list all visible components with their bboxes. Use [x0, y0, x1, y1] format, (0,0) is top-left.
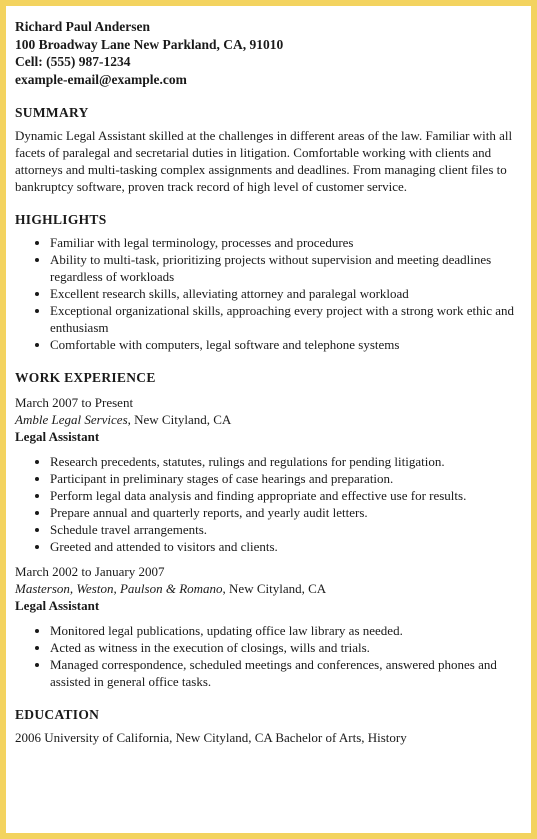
duties-list [15, 453, 523, 555]
highlight-item: • Excellent research skills, alleviating attorney and paralegal workload [50, 285, 523, 302]
highlight-item: • Exceptional organizational skills, approaching every project with a strong work ethic and enthusiasm [50, 302, 523, 336]
duty-item: • Greeted and attended to visitors and clients. [50, 538, 523, 555]
duty-item: • Perform legal data analysis and finding appropriate and effective use for results. [50, 487, 523, 504]
education-heading: EDUCATION [15, 707, 100, 722]
job-entry [15, 563, 523, 690]
cell-phone: Cell: (555) 987-1234 [15, 54, 131, 69]
job-company-line [15, 580, 523, 597]
company-name: Amble Legal Services [15, 412, 128, 427]
duty-item: • Schedule travel arrangements. [50, 521, 523, 538]
job-dates: March 2002 to January 2007 [15, 564, 165, 579]
job-dates: March 2007 to Present [15, 395, 134, 410]
duties-list [15, 622, 523, 690]
job-entry [15, 394, 523, 555]
contact-block [15, 18, 523, 88]
highlight-item: • Comfortable with computers, legal software and telephone systems [50, 336, 523, 353]
duty-item: • Monitored legal publications, updating office law library as needed. [50, 622, 523, 639]
company-location: , New Cityland, CA [222, 581, 327, 596]
highlight-item: • Ability to multi-task, prioritizing projects without supervision and meeting deadlines regardless of workloads [50, 251, 523, 285]
duty-item: • Prepare annual and quarterly reports, and yearly audit letters. [50, 504, 523, 521]
work-experience-heading: WORK EXPERIENCE [15, 370, 156, 385]
summary-heading: SUMMARY [15, 105, 89, 120]
highlights-list [15, 234, 523, 353]
education-entry: 2006 University of California, New Cityland, CA Bachelor of Arts, History [15, 730, 407, 745]
address: 100 Broadway Lane New Parkland, CA, 91010 [15, 36, 284, 52]
highlight-item: • Familiar with legal terminology, processes and procedures [50, 234, 523, 251]
job-company-line [15, 411, 523, 428]
candidate-name: Richard Paul Andersen [15, 19, 151, 34]
duty-item: • Research precedents, statutes, rulings and regulations for pending litigation. [50, 453, 523, 470]
resume-page [6, 6, 531, 833]
job-title: Legal Assistant [15, 598, 100, 613]
duty-item: • Acted as witness in the execution of closings, wills and trials. [50, 639, 523, 656]
summary-text: Dynamic Legal Assistant skilled at the challenges in different areas of the law. Familiar with all facets of paralegal and secretarial duties in litigation. Comfortable working with clients and attorneys and multi-tasking complex assignments and deadlines. From managing client files to bankruptcy software, proven track record of high level of customer service. [15, 128, 513, 194]
duty-item: • Managed correspondence, scheduled meetings and conferences, answered phones and assisted in general office tasks. [50, 656, 523, 690]
job-title: Legal Assistant [15, 429, 100, 444]
email: example-email@example.com [15, 71, 187, 87]
highlights-heading: HIGHLIGHTS [15, 212, 107, 227]
duty-item: • Participant in preliminary stages of case hearings and preparation. [50, 470, 523, 487]
company-name: Masterson, Weston, Paulson & Romano [15, 581, 223, 596]
company-location: , New Cityland, CA [127, 412, 232, 427]
